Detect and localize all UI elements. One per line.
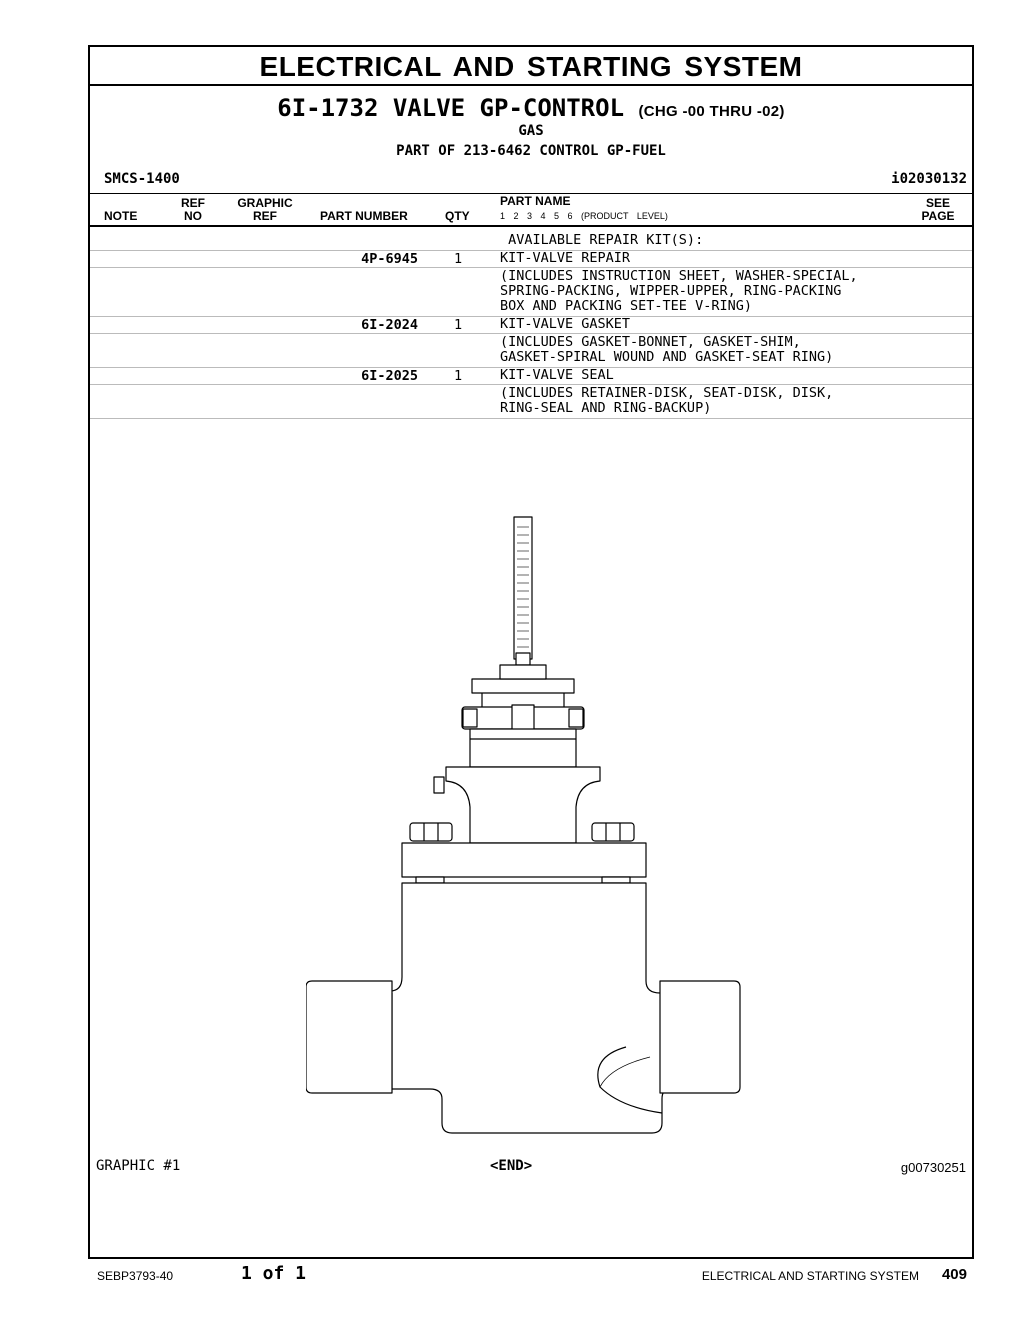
part-name: (INCLUDES GASKET-BONNET, GASKET-SHIM, GASKET-SPIRAL WOUND AND GASKET-SEAT RING)	[500, 334, 834, 365]
footer-page-of: 1 of 1	[241, 1263, 307, 1284]
footer-doc-number: SEBP3793-40	[97, 1269, 174, 1283]
part-qty: 1	[454, 368, 463, 384]
valve-illustration	[306, 513, 746, 1143]
part-number: 6I-2025	[361, 368, 418, 384]
body-bolt-left	[410, 823, 452, 841]
smcs-code: SMCS-1400	[104, 171, 180, 187]
part-qty: 1	[454, 251, 463, 267]
part-name: KIT-VALVE REPAIR	[500, 250, 631, 266]
port-end-right	[660, 981, 740, 1093]
col-note: NOTE	[104, 209, 138, 223]
section-title: ELECTRICAL AND STARTING SYSTEM	[90, 47, 972, 86]
product-levels: 1 2 3 4 5 6 (PRODUCT LEVEL)	[500, 211, 668, 221]
packing-center-nut	[512, 705, 534, 731]
table-row	[90, 267, 972, 317]
valve-stem	[514, 517, 532, 659]
info-id: i02030132	[891, 171, 967, 187]
table-row	[90, 367, 972, 385]
packing-nut-right	[569, 709, 583, 727]
table-row	[90, 316, 972, 334]
group-change-range: (CHG -00 THRU -02)	[638, 103, 785, 120]
part-name: KIT-VALVE GASKET	[500, 316, 631, 332]
col-ref-no: REF NO	[181, 196, 205, 223]
body-bolt-right	[592, 823, 634, 841]
part-number: 4P-6945	[361, 251, 418, 267]
side-bolt	[434, 777, 444, 793]
col-graphic-ref: GRAPHIC REF	[237, 196, 293, 223]
part-name: (INCLUDES INSTRUCTION SHEET, WASHER-SPECIAL, SPRING-PACKING, WIPPER-UPPER, RING-PACKING BOX AND PACKING SET-TEE V-RING)	[500, 268, 858, 314]
col-qty: QTY	[445, 209, 470, 223]
col-see-page: SEE PAGE	[921, 196, 955, 223]
body-flange	[402, 843, 646, 877]
bonnet	[446, 767, 600, 843]
table-row	[90, 384, 972, 419]
part-name: KIT-VALVE SEAL	[500, 367, 614, 383]
graphic-id: g00730251	[900, 1160, 966, 1175]
stem-collar	[500, 665, 546, 679]
flange-spacer-right	[602, 877, 630, 883]
table-row	[90, 231, 972, 251]
bonnet-neck	[470, 729, 576, 767]
col-part-number: PART NUMBER	[320, 209, 408, 223]
col-part-name: PART NAME	[500, 194, 571, 208]
page-frame	[88, 45, 974, 1259]
part-name: (INCLUDES RETAINER-DISK, SEAT-DISK, DISK, RING-SEAL AND RING-BACKUP)	[500, 385, 834, 416]
port-end-left	[306, 981, 392, 1093]
table-row	[90, 333, 972, 368]
footer-section: ELECTRICAL AND STARTING SYSTEM	[701, 1269, 919, 1283]
stem-nut	[516, 653, 530, 665]
part-qty: 1	[454, 317, 463, 333]
yoke-plate	[472, 679, 574, 693]
packing-nut-left	[463, 709, 477, 727]
header-bottom-rule	[90, 225, 972, 227]
footer-page-number: 409	[941, 1266, 967, 1283]
graphic-label: GRAPHIC #1	[96, 1158, 181, 1174]
group-title: 6I-1732 VALVE GP-CONTROL	[277, 94, 625, 122]
group-part-of: PART OF 213-6462 CONTROL GP-FUEL	[396, 143, 666, 159]
end-marker: <END>	[490, 1158, 533, 1174]
flange-spacer-left	[416, 877, 444, 883]
group-variant: GAS	[518, 123, 544, 139]
part-name: AVAILABLE REPAIR KIT(S):	[500, 232, 704, 248]
table-row	[90, 250, 972, 268]
group-title-line	[90, 94, 972, 122]
part-number: 6I-2024	[361, 317, 418, 333]
